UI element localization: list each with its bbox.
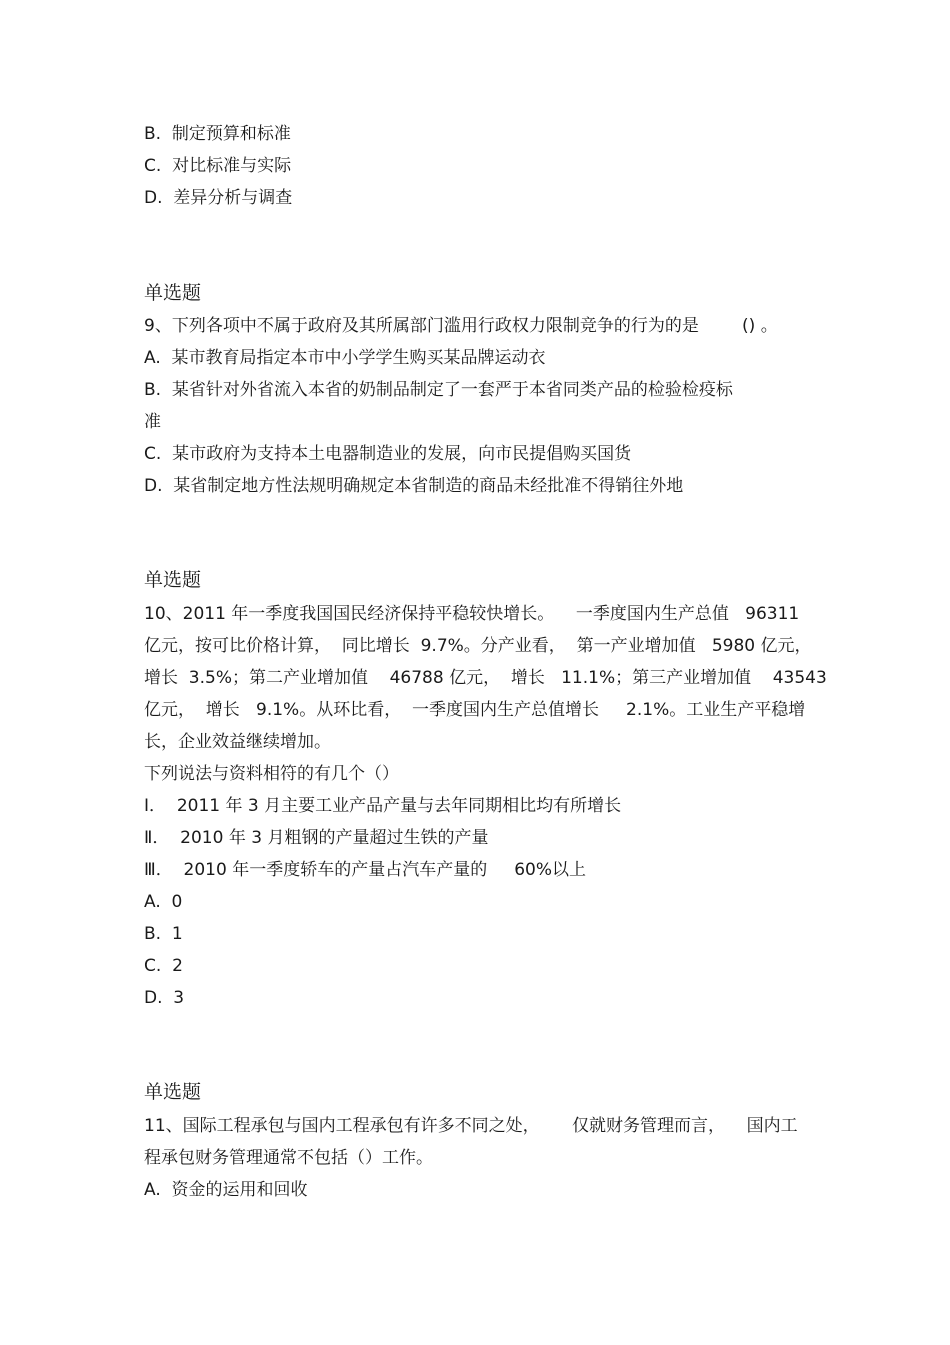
q10-question: 下列说法与资料相符的有几个（） bbox=[144, 764, 399, 784]
q10-statement-2: Ⅱ． 2010 年 3 月粗钢的产量超过生铁的产量 bbox=[144, 828, 489, 848]
q9-option-d: D. 某省制定地方性法规明确规定本省制造的商品未经批准不得销往外地 bbox=[144, 476, 684, 496]
q10-stem-line-5: 长，企业效益继续增加。 bbox=[144, 732, 331, 752]
q9-stem: 9、下列各项中不属于政府及其所属部门滥用行政权力限制竞争的行为的是 () 。 bbox=[144, 316, 778, 336]
q8-option-b: B. 制定预算和标准 bbox=[144, 124, 291, 144]
q10-option-c: C. 2 bbox=[144, 956, 183, 976]
q8-option-d: D. 差异分析与调查 bbox=[144, 188, 293, 208]
q9-type-label: 单选题 bbox=[144, 282, 202, 304]
q10-type-label: 单选题 bbox=[144, 569, 202, 591]
q10-option-b: B. 1 bbox=[144, 924, 183, 944]
q9-option-b-cont: 准 bbox=[144, 412, 161, 432]
q11-stem-line-2: 程承包财务管理通常不包括（）工作。 bbox=[144, 1148, 433, 1168]
q10-option-a: A. 0 bbox=[144, 892, 183, 912]
q9-option-b: B. 某省针对外省流入本省的奶制品制定了一套严于本省同类产品的检验检疫标 bbox=[144, 380, 733, 400]
q8-option-c: C. 对比标准与实际 bbox=[144, 156, 292, 176]
q10-option-d: D. 3 bbox=[144, 988, 185, 1008]
q10-stem-line-4: 亿元， 增长 9.1%。从环比看， 一季度国内生产总值增长 2.1%。工业生产平稳增 bbox=[144, 700, 806, 720]
q9-option-a: A. 某市教育局指定本市中小学学生购买某品牌运动衣 bbox=[144, 348, 546, 368]
q11-type-label: 单选题 bbox=[144, 1081, 202, 1103]
q10-stem-line-3: 增长 3.5%；第二产业增加值 46788 亿元， 增长 11.1%；第三产业增加值 43543 bbox=[144, 668, 827, 688]
q10-stem-line-1: 10、2011 年一季度我国国民经济保持平稳较快增长。 一季度国内生产总值 96311 bbox=[144, 604, 800, 624]
q9-option-c: C. 某市政府为支持本土电器制造业的发展，向市民提倡购买国货 bbox=[144, 444, 632, 464]
q11-stem-line-1: 11、国际工程承包与国内工程承包有许多不同之处， 仅就财务管理而言， 国内工 bbox=[144, 1116, 798, 1136]
q11-option-a: A. 资金的运用和回收 bbox=[144, 1180, 308, 1200]
q10-statement-1: Ⅰ． 2011 年 3 月主要工业产品产量与去年同期相比均有所增长 bbox=[144, 796, 622, 816]
q10-stem-line-2: 亿元，按可比价格计算， 同比增长 9.7%。分产业看， 第一产业增加值 5980 亿元， bbox=[144, 636, 812, 656]
q10-statement-3: Ⅲ． 2010 年一季度轿车的产量占汽车产量的 60%以上 bbox=[144, 860, 586, 880]
